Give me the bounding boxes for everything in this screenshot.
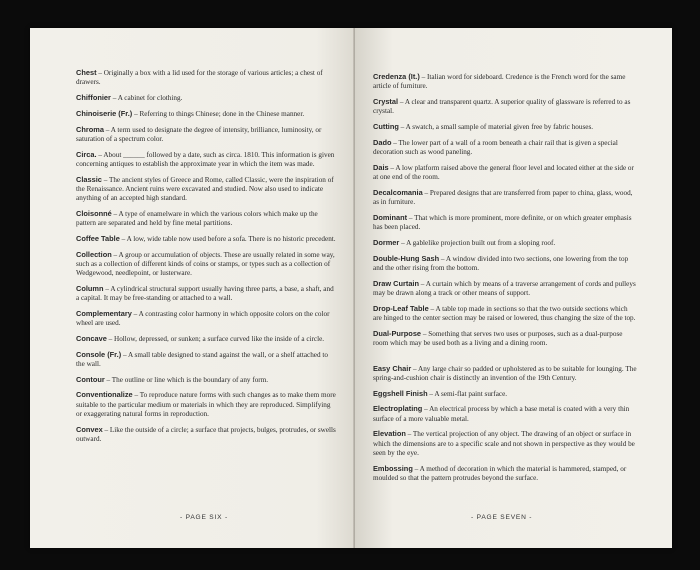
term-dash: –	[103, 125, 111, 134]
glossary-entry	[76, 150, 338, 169]
glossary-entry	[76, 334, 338, 344]
term-dash: –	[422, 405, 430, 414]
glossary-entry	[76, 93, 338, 103]
glossary-entry	[76, 250, 338, 279]
term-dash: –	[110, 94, 118, 102]
glossary-entry	[373, 213, 637, 232]
glossary-term: Dado	[373, 137, 392, 147]
term-dash: –	[121, 350, 128, 359]
term-dash: –	[111, 209, 119, 218]
term-dash: –	[102, 425, 110, 434]
glossary-term: Classic	[76, 174, 102, 184]
term-dash: –	[419, 279, 426, 288]
glossary-entry	[76, 68, 338, 87]
glossary-definition: A type of enamelware in which the various colors which make up the pattern are separated and held by fine metal partitions.	[76, 209, 318, 227]
glossary-entry	[76, 234, 338, 244]
term-dash: –	[398, 98, 405, 106]
glossary-entry	[373, 404, 637, 423]
glossary-term: Dual-Purpose	[373, 328, 422, 338]
term-dash: –	[439, 254, 446, 263]
term-dash: –	[111, 250, 119, 259]
term-dash: –	[411, 364, 419, 373]
glossary-definition: A low, wide table now used before a sofa. There is no historic precedent.	[126, 234, 336, 243]
glossary-term: Draw Curtain	[373, 278, 419, 288]
left-glossary	[76, 68, 338, 450]
glossary-term: Double-Hung Sash	[373, 253, 440, 263]
term-dash: –	[422, 188, 430, 197]
glossary-definition: A gablelike projection built out from a sloping roof.	[406, 238, 556, 247]
glossary-term: Column	[76, 283, 104, 293]
glossary-term: Decalcomania	[373, 187, 423, 197]
glossary-term: Eggshell Finish	[373, 388, 428, 398]
term-dash: –	[391, 138, 399, 147]
term-dash: –	[405, 430, 413, 439]
glossary-entry	[76, 350, 338, 369]
glossary-definition: A table top made in sections so that the two outside sections which are hinged to the center section may be raised or lowered, thus changing the size of the top.	[373, 304, 636, 322]
term-dash: –	[106, 334, 114, 343]
glossary-entry	[373, 464, 637, 483]
glossary-definition: About ______ followed by a date, such as circa. 1810. This information is given concerning antiques to establish the approximate year in which the item was made.	[76, 150, 335, 168]
glossary-entry	[373, 429, 637, 458]
glossary-entry	[373, 254, 637, 273]
glossary-term: Credenza (It.)	[373, 72, 420, 81]
term-dash: –	[96, 69, 104, 77]
glossary-term: Coffee Table	[76, 233, 120, 243]
glossary-entry	[373, 364, 637, 383]
glossary-term: Cutting	[373, 122, 399, 131]
glossary-term: Chest	[76, 68, 97, 77]
glossary-definition: A method of decoration in which the material is hammered, stamped, or moulded so that the pattern protrudes beyond the surface.	[373, 464, 627, 482]
glossary-entry	[76, 309, 338, 328]
glossary-definition: Hollow, depressed, or sunken; a surface curved like the inside of a circle.	[114, 334, 325, 343]
glossary-entry	[373, 279, 637, 298]
glossary-definition: Any large chair so padded or upholstered as to be suitable for lounging. The spring-and-cushion chair is distinctly an invention of the 19th Century.	[373, 364, 637, 382]
glossary-term: Chiffonier	[76, 93, 111, 102]
open-booklet	[30, 28, 672, 548]
right-glossary-c-d	[373, 72, 637, 348]
term-dash: –	[96, 150, 104, 159]
glossary-term: Crystal	[373, 97, 399, 106]
glossary-entry	[373, 188, 637, 207]
term-dash: –	[132, 391, 140, 400]
glossary-entry	[373, 138, 637, 157]
glossary-definition: That which is more prominent, more definite, or on which greater emphasis has been placed.	[373, 213, 632, 231]
term-dash: –	[407, 213, 415, 222]
glossary-definition: Italian word for sideboard. Credence is the French word for the same article of furniture.	[373, 73, 626, 91]
glossary-definition: Originally a box with a lid used for the storage of various articles; a chest of drawers.	[76, 69, 323, 87]
term-dash: –	[419, 73, 427, 81]
glossary-definition: A contrasting color harmony in which opposite colors on the color wheel are used.	[76, 309, 330, 327]
glossary-entry	[373, 329, 637, 348]
glossary-definition: Referring to things Chinese; done in the Chinese manner.	[139, 109, 305, 118]
glossary-entry	[76, 284, 338, 303]
left-page	[30, 28, 355, 548]
term-dash: –	[399, 238, 407, 247]
section-spacer	[373, 354, 637, 364]
term-dash: –	[388, 163, 396, 172]
glossary-definition: An electrical process by which a base metal is coated with a very thin surface of a more valuable metal.	[373, 405, 630, 423]
glossary-term: Dais	[373, 162, 389, 172]
glossary-entry	[76, 209, 338, 228]
glossary-definition: A curtain which by means of a traverse arrangement of cords and pulleys may be drawn along a track or other means of support.	[373, 279, 636, 297]
glossary-entry	[373, 122, 637, 132]
glossary-entry	[76, 125, 338, 144]
glossary-entry	[373, 72, 637, 91]
glossary-entry	[76, 425, 338, 444]
glossary-definition: A small table designed to stand against the wall, or a shelf attached to the wall.	[76, 350, 328, 368]
term-dash: –	[103, 284, 111, 293]
right-page	[355, 28, 672, 548]
glossary-entry	[76, 175, 338, 204]
term-dash: –	[119, 234, 127, 243]
term-dash: –	[132, 109, 140, 118]
glossary-definition: A term used to designate the degree of intensity, brilliance, luminosity, or saturation of a spectrum color.	[76, 125, 322, 143]
glossary-definition: A swatch, a small sample of material given free by fabric houses.	[405, 123, 594, 131]
glossary-definition: A low platform raised above the general floor level and located either at the side or at one end of the room.	[373, 163, 634, 181]
glossary-entry	[76, 390, 338, 419]
glossary-term: Concave	[76, 333, 107, 343]
term-dash: –	[101, 175, 109, 184]
glossary-definition: Like the outside of a circle; a surface that projects, bulges, protrudes, or swells outward.	[76, 425, 336, 443]
glossary-term: Drop-Leaf Table	[373, 303, 429, 313]
glossary-definition: A semi-flat paint surface.	[434, 389, 508, 398]
glossary-term: Dominant	[373, 212, 408, 222]
glossary-term: Elevation	[373, 429, 406, 439]
glossary-entry	[76, 109, 338, 119]
glossary-term: Cloisonné	[76, 208, 112, 218]
glossary-entry	[373, 238, 637, 248]
glossary-definition: A clear and transparent quartz. A superior quality of glassware is referred to as crystal.	[373, 98, 631, 116]
right-glossary	[373, 72, 637, 489]
term-dash: –	[104, 375, 112, 384]
page-number-six: - PAGE SIX -	[180, 514, 228, 521]
glossary-term: Dormer	[373, 237, 400, 247]
glossary-definition: The vertical projection of any object. The drawing of an object or surface in which the dimensions are to a specific scale and not shown in perspective as they would be seen by the eye.	[373, 430, 635, 457]
page-number-seven: - PAGE SEVEN -	[471, 514, 533, 521]
glossary-entry	[373, 97, 637, 116]
glossary-definition: The lower part of a wall of a room beneath a chair rail that is given a special decoration such as wood paneling.	[373, 138, 618, 156]
glossary-term: Contour	[76, 374, 105, 384]
term-dash: –	[421, 329, 429, 338]
glossary-definition: The ancient styles of Greece and Rome, called Classic, were the inspiration of the Renaissance. Ancient ruins were excavated and studied. Now also used to indicate anything of an accepted high standard.	[76, 175, 334, 202]
glossary-term: Chinoiserie (Fr.)	[76, 108, 133, 118]
glossary-term: Electroplating	[373, 404, 423, 414]
glossary-definition: A window divided into two sections, one lowering from the top and the other rising from the bottom.	[373, 254, 629, 272]
glossary-term: Circa.	[76, 149, 97, 159]
glossary-entry	[76, 375, 338, 385]
glossary-entry	[373, 163, 637, 182]
glossary-entry	[373, 389, 637, 399]
glossary-definition: A group or accumulation of objects. These are usually related in some way, such as a collection of different kinds of coins or stamps, or types such as a collection of Wedgewood, needlepoint, or lusterware.	[76, 250, 335, 277]
glossary-definition: To reproduce nature forms with such changes as to make them more suitable to the particular medium or materials in which they are reproduced. Simplifying or exaggerating natural forms in reproduction.	[76, 391, 336, 418]
term-dash: –	[131, 309, 139, 318]
glossary-definition: The outline or line which is the boundary of any form.	[111, 375, 269, 384]
glossary-term: Easy Chair	[373, 363, 412, 373]
glossary-term: Console (Fr.)	[76, 349, 122, 359]
term-dash: –	[412, 464, 420, 473]
right-glossary-e	[373, 364, 637, 483]
glossary-term: Convex	[76, 424, 103, 434]
term-dash: –	[398, 123, 406, 131]
term-dash: –	[427, 389, 435, 398]
glossary-definition: A cylindrical structural support usually having three parts, a base, a shaft, and a capital. It may be free-standing or attached to a wall.	[76, 284, 334, 302]
glossary-term: Conventionalize	[76, 390, 133, 400]
glossary-definition: Something that serves two uses or purposes, such as a dual-purpose room which may be used both as a living and a dining room.	[373, 329, 623, 347]
glossary-definition: Prepared designs that are transferred from paper to china, glass, wood, as in furniture.	[373, 188, 633, 206]
term-dash: –	[428, 304, 436, 313]
glossary-entry	[373, 304, 637, 323]
glossary-term: Complementary	[76, 308, 132, 318]
glossary-term: Chroma	[76, 124, 104, 134]
glossary-term: Embossing	[373, 463, 413, 473]
glossary-definition: A cabinet for clothing.	[117, 94, 183, 102]
glossary-term: Collection	[76, 249, 112, 259]
